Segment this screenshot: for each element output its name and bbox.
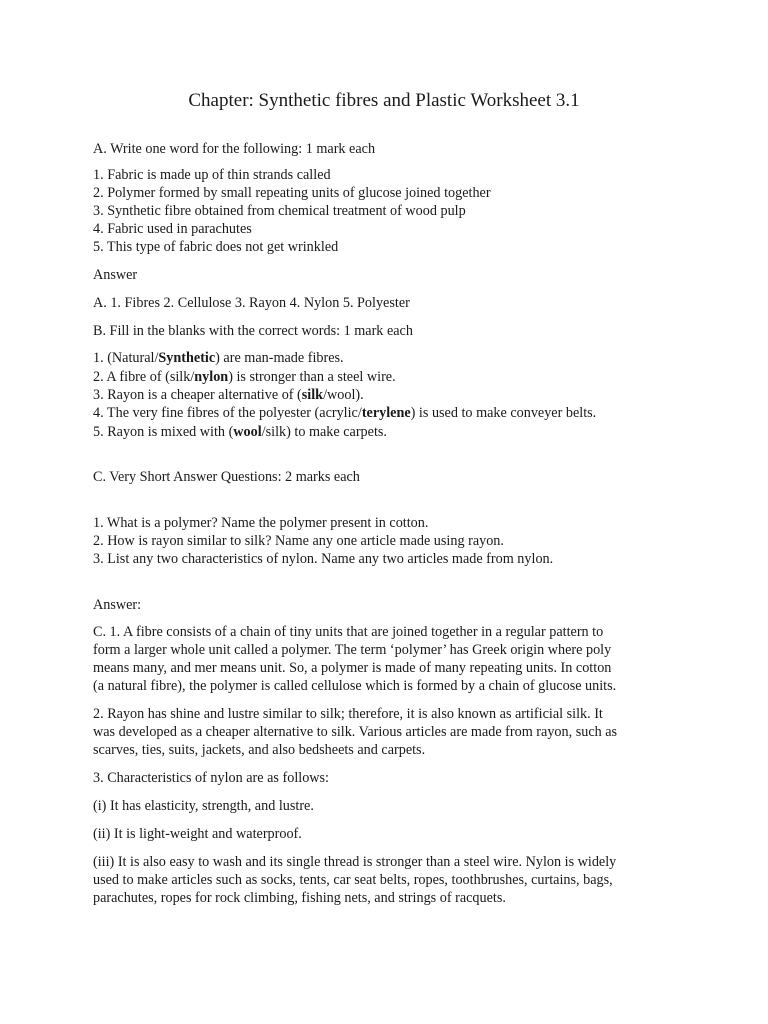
section-b-item <box>93 423 387 441</box>
section-a-answer-text: A. 1. Fibres 2. Cellulose 3. Rayon 4. Nylon 5. Polyester <box>93 295 410 311</box>
item-text: 4. The very fine fibres of the polyester (acrylic/ <box>93 405 362 421</box>
item-text: 3. Rayon is a cheaper alternative of ( <box>93 387 302 403</box>
answer-2-line: 2. Rayon has shine and lustre similar to silk; therefore, it is also known as artificial silk. It <box>93 706 603 722</box>
page-title: Chapter: Synthetic fibres and Plastic Worksheet 3.1 <box>188 90 580 111</box>
section-a-item: 4. Fabric used in parachutes <box>93 221 252 237</box>
item-answer: nylon <box>194 369 229 385</box>
item-answer: Synthetic <box>158 350 216 366</box>
section-b-heading: B. Fill in the blanks with the correct words: 1 mark each <box>93 323 413 339</box>
item-text: 2. A fibre of (silk/ <box>93 369 195 385</box>
section-a-item: 3. Synthetic fibre obtained from chemical treatment of wood pulp <box>93 203 466 219</box>
item-text: ) is used to make conveyer belts. <box>410 405 597 421</box>
answer-2-line: scarves, ties, suits, jackets, and also bedsheets and carpets. <box>93 742 426 758</box>
section-a-item: 5. This type of fabric does not get wrinkled <box>93 239 339 255</box>
item-text: 1. (Natural/ <box>93 350 159 366</box>
section-c-item: 3. List any two characteristics of nylon. Name any two articles made from nylon. <box>93 551 554 567</box>
answer-1-line: form a larger whole unit called a polymer. The term ‘polymer’ has Greek origin where poly <box>93 642 612 658</box>
item-answer: terylene <box>361 405 411 421</box>
answer-3-point-ii: (ii) It is light-weight and waterproof. <box>93 826 302 842</box>
section-c-heading: C. Very Short Answer Questions: 2 marks each <box>93 469 360 485</box>
item-text: ) are man-made fibres. <box>215 350 344 366</box>
answer-2-line: was developed as a cheaper alternative to silk. Various articles are made from rayon, such as <box>93 724 618 740</box>
item-answer: silk <box>301 387 324 403</box>
answer-3-point-iii: parachutes, ropes for rock climbing, fishing nets, and strings of racquets. <box>93 890 506 906</box>
item-answer: wool <box>233 424 262 440</box>
section-a-heading: A. Write one word for the following: 1 mark each <box>93 141 376 157</box>
answer-1-line: (a natural fibre), the polymer is called cellulose which is formed by a chain of glucose units. <box>93 678 617 694</box>
answer-3-intro: 3. Characteristics of nylon are as follows: <box>93 770 329 786</box>
section-c-item: 1. What is a polymer? Name the polymer present in cotton. <box>93 515 429 531</box>
section-b-item <box>93 349 344 367</box>
item-text: ) is stronger than a steel wire. <box>228 369 396 385</box>
answer-1-line: C. 1. A fibre consists of a chain of tiny units that are joined together in a regular pattern to <box>93 624 604 640</box>
section-c-item: 2. How is rayon similar to silk? Name any one article made using rayon. <box>93 533 504 549</box>
answer-3-point-iii: (iii) It is also easy to wash and its single thread is stronger than a steel wire. Nylon is widely <box>93 854 617 870</box>
section-a-answer-label: Answer <box>93 267 138 283</box>
section-b-item <box>93 404 596 422</box>
section-c-answer-label: Answer: <box>93 597 142 613</box>
item-text: 5. Rayon is mixed with ( <box>93 424 234 440</box>
item-text: /silk) to make carpets. <box>261 424 387 440</box>
section-b-item <box>93 368 396 386</box>
answer-1-line: means many, and mer means unit. So, a polymer is made of many repeating units. In cotton <box>93 660 612 676</box>
section-b-item <box>93 386 364 404</box>
answer-3-point-iii: used to make articles such as socks, tents, car seat belts, ropes, toothbrushes, curtains, bags, <box>93 872 613 888</box>
answer-3-point-i: (i) It has elasticity, strength, and lustre. <box>93 798 314 814</box>
section-a-item: 1. Fabric is made up of thin strands called <box>93 167 331 183</box>
section-a-item: 2. Polymer formed by small repeating units of glucose joined together <box>93 185 491 201</box>
item-text: /wool). <box>323 387 364 403</box>
